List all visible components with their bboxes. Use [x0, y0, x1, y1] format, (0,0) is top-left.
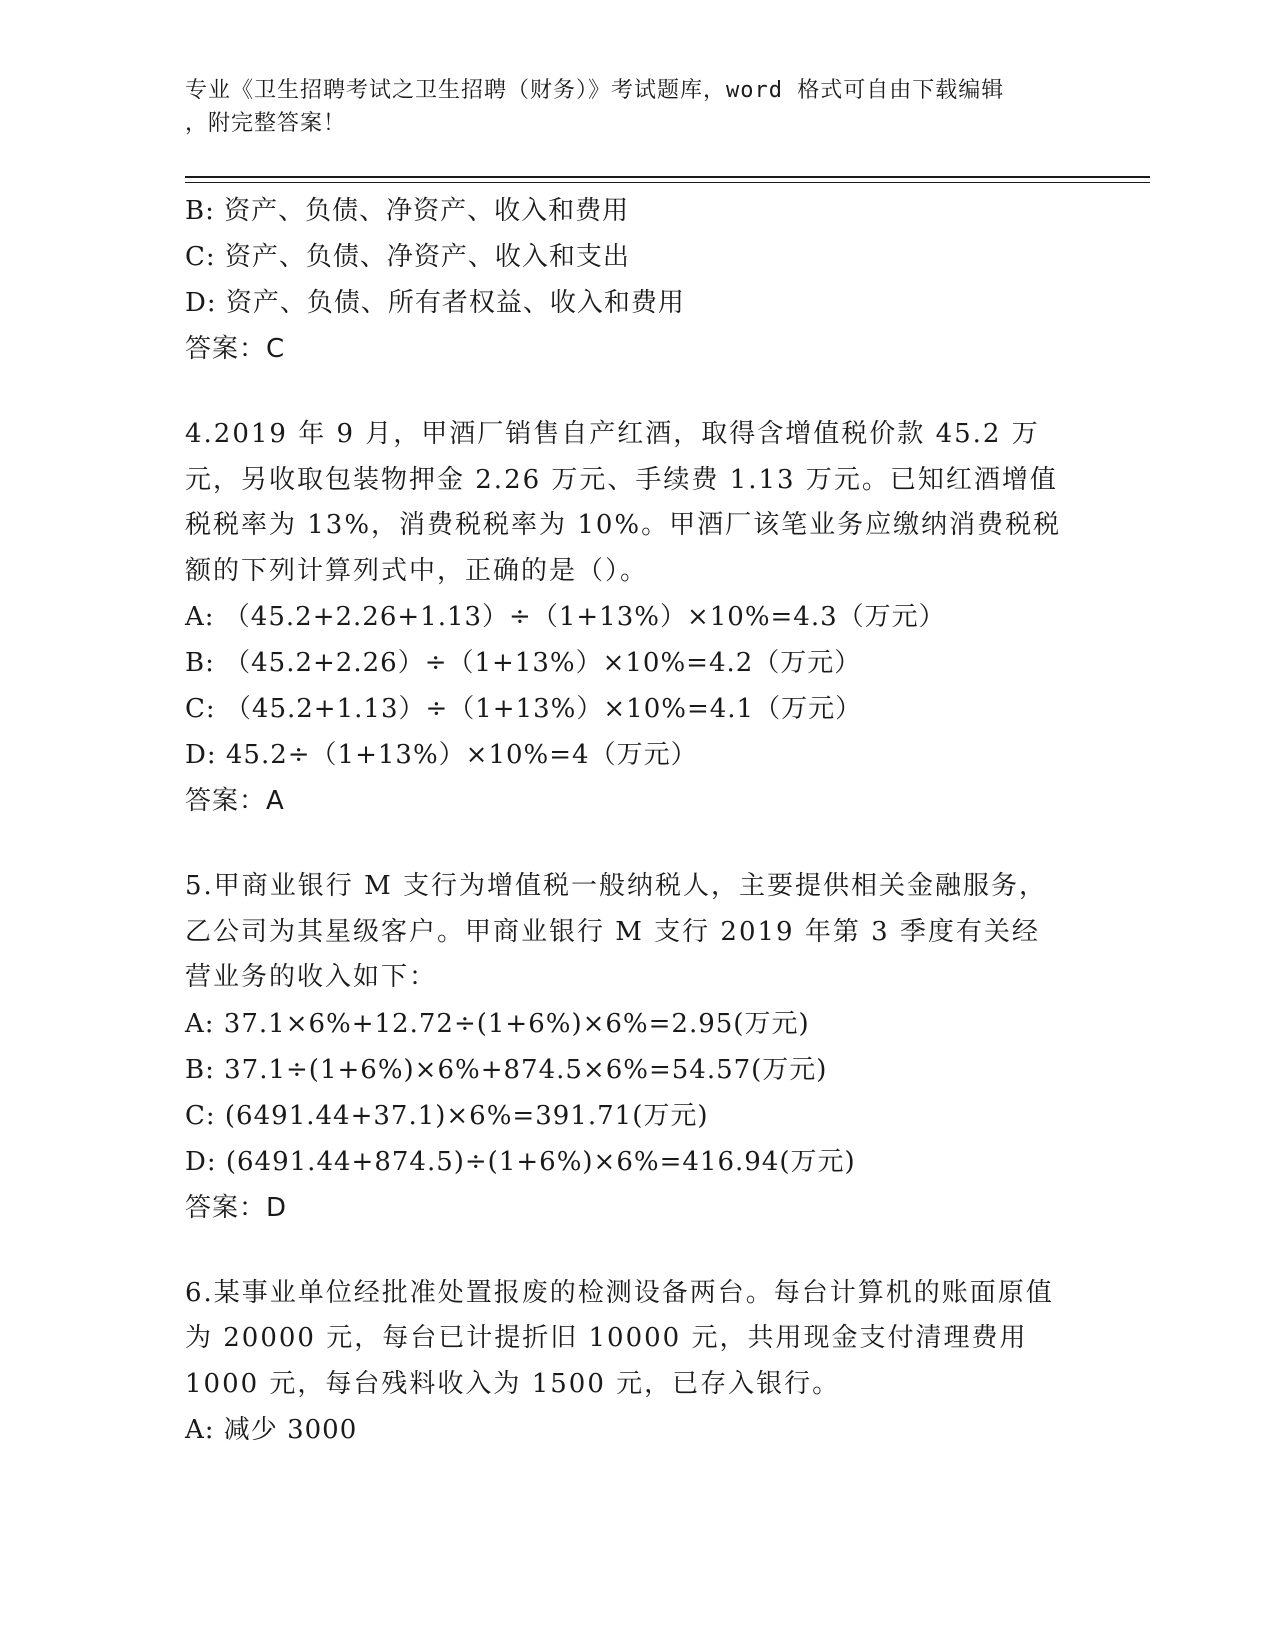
question-stem: 6.某事业单位经批准处置报废的检测设备两台。每台计算机的账面原值为 20000 元，每台已计提折旧 10000 元，共用现金支付清理费用 1000 元，每台残料收入为 1500 元，已存入银行。 — [185, 1277, 1054, 1399]
question-stem: 5.甲商业银行 M 支行为增值税一般纳税人，主要提供相关金融服务，乙公司为其星级客户。甲商业银行 M 支行 2019 年第 3 季度有关经营业务的收入如下： — [185, 871, 1047, 992]
question-6 — [185, 1271, 1085, 1454]
option-d: D: 45.2÷（1+13%）×10%=4（万元） — [185, 740, 698, 770]
option-c: C: （45.2+1.13）÷（1+13%）×10%=4.1（万元） — [185, 694, 863, 724]
option-b: B: 37.1÷(1+6%)×6%+874.5×6%=54.57(万元) — [185, 1054, 828, 1085]
option-b: B: 资产、负债、净资产、收入和费用 — [185, 196, 630, 226]
answer-label: 答案：D — [185, 1192, 288, 1223]
option-c: C: 资产、负债、净资产、收入和支出 — [185, 242, 630, 272]
option-a: A: 减少 3000 — [185, 1415, 358, 1445]
answer-label: 答案：A — [185, 786, 285, 816]
option-d: D: 资产、负债、所有者权益、收入和费用 — [185, 288, 685, 318]
question-4 — [185, 412, 1085, 824]
question-5 — [185, 864, 1085, 1231]
option-c: C: (6491.44+37.1)×6%=391.71(万元) — [185, 1100, 709, 1131]
header-rule-thin — [185, 182, 1150, 183]
header-line-2: ，附完整答案！ — [185, 111, 347, 136]
answer-label: 答案：C — [185, 334, 286, 364]
spacer — [185, 1231, 1085, 1271]
spacer — [185, 372, 1085, 412]
document-header — [185, 74, 1085, 140]
option-d: D: (6491.44+874.5)÷(1+6%)×6%=416.94(万元) — [185, 1146, 856, 1177]
document-body — [185, 188, 1085, 1453]
spacer — [185, 824, 1085, 864]
question-stem: 4.2019 年 9 月，甲酒厂销售自产红酒，取得含增值税价款 45.2 万元，另收取包装物押金 2.26 万元、手续费 1.13 万元。已知红酒增值税税率为 13%，消费税税率为 10%。甲酒厂该笔业务应缴纳消费税税额的下列计算列式中，正确的是（）。 — [185, 419, 1062, 586]
header-line-1: 专业《卫生招聘考试之卫生招聘（财务）》考试题库，word 格式可自由下载编辑 — [185, 78, 1005, 103]
option-a: A: （45.2+2.26+1.13）÷（1+13%）×10%=4.3（万元） — [185, 602, 946, 632]
option-a: A: 37.1×6%+12.72÷(1+6%)×6%=2.95(万元) — [185, 1008, 810, 1039]
option-b: B: （45.2+2.26）÷（1+13%）×10%=4.2（万元） — [185, 648, 862, 678]
question-3 — [185, 188, 1085, 372]
header-rule-thick — [185, 176, 1150, 178]
